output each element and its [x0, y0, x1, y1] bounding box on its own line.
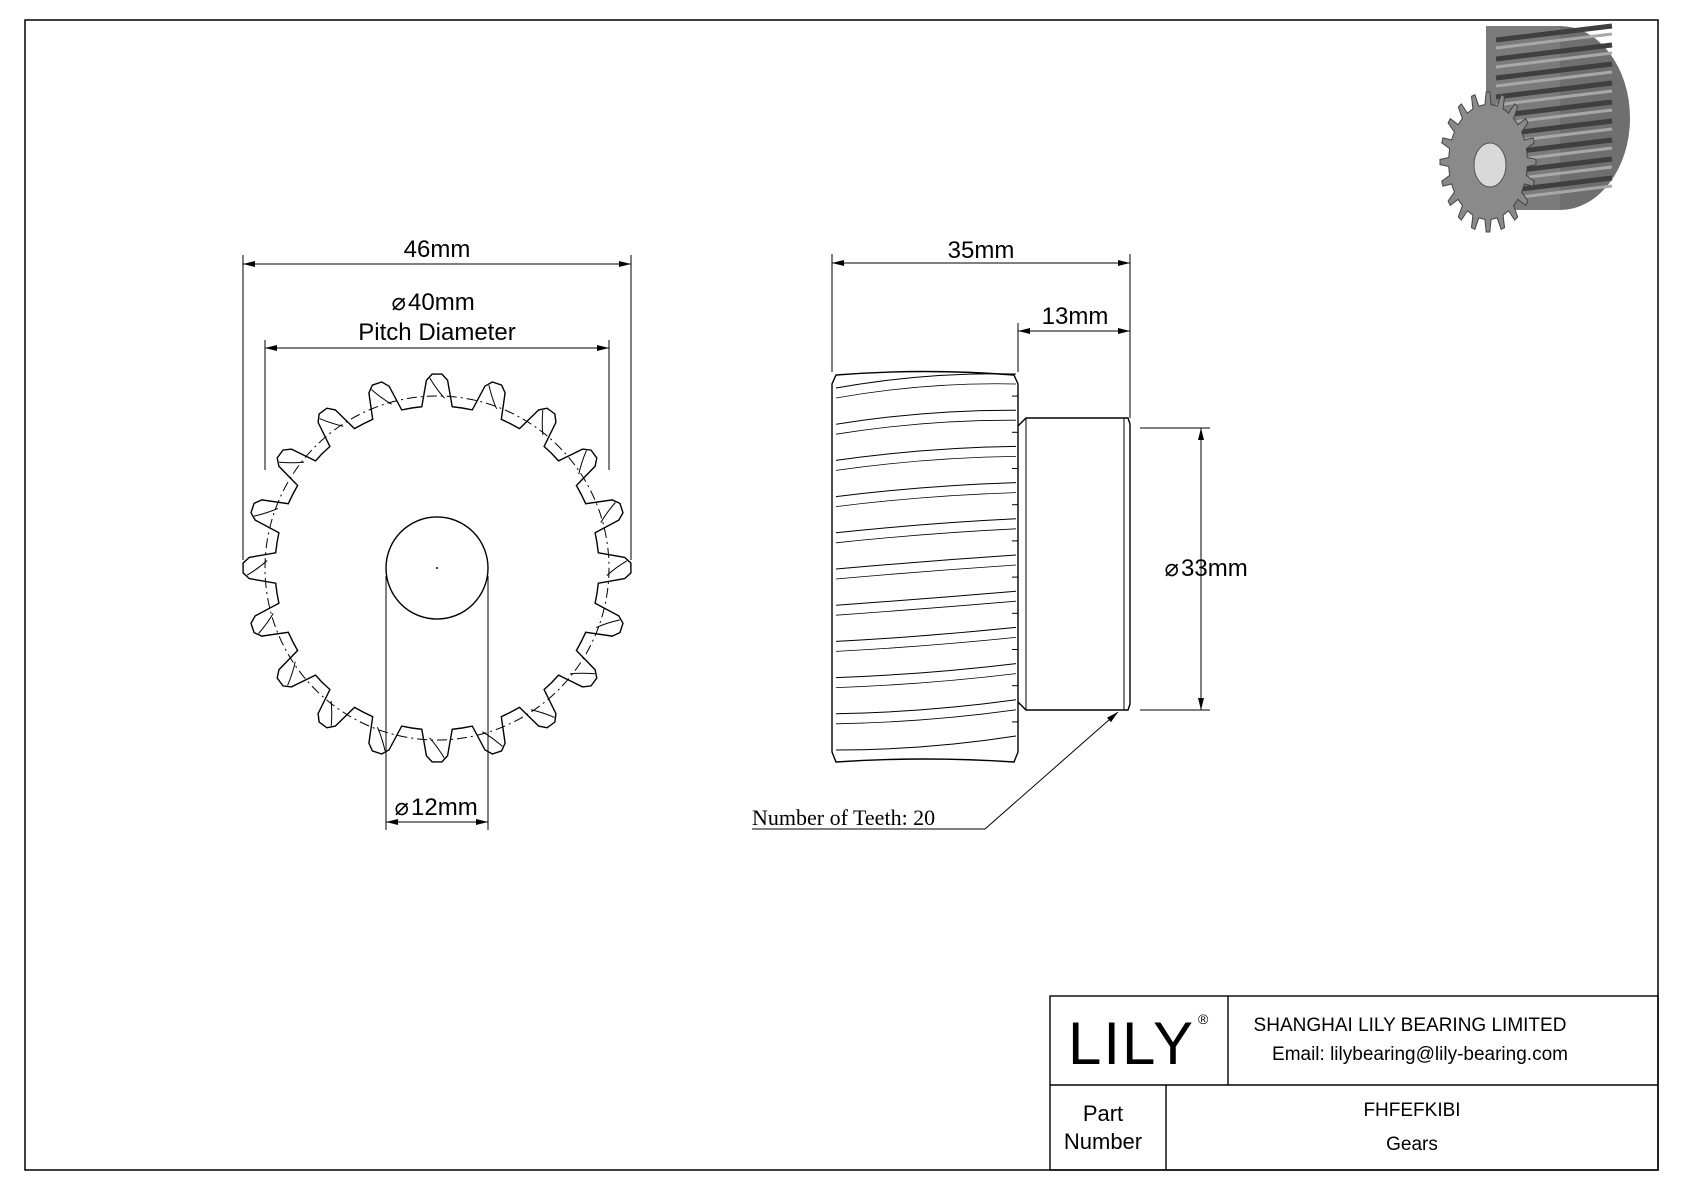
tooth-helix-edge [531, 710, 555, 718]
bore-diameter-label: 12mm [411, 794, 478, 821]
tooth-helix-edge [601, 503, 616, 523]
tooth-helix-edge [542, 410, 543, 435]
tooth-helix-edge [320, 419, 344, 427]
tooth-helix-edge [482, 732, 502, 747]
part-number-label-line1: Part [1082, 1101, 1124, 1126]
teeth-count-note: Number of Teeth: 20 [752, 805, 936, 830]
tooth-line [836, 700, 1016, 714]
drawing-border [25, 20, 1658, 1170]
tooth-line [836, 410, 1016, 424]
tooth-line [836, 627, 1016, 641]
tooth-line [836, 384, 1016, 398]
hub-diameter-label: 33mm [1181, 555, 1248, 582]
side-view [752, 237, 1248, 830]
tooth-helix-edge [596, 620, 620, 628]
tooth-line [836, 483, 1016, 497]
bore-diameter-symbol: ⌀ [394, 794, 409, 821]
hub-body [1018, 418, 1130, 710]
tooth-helix-edge [579, 451, 587, 475]
tooth-helix-edge [372, 390, 392, 405]
length-label: 35mm [947, 237, 1015, 264]
tooth-line [836, 493, 1016, 507]
pitch-diameter-label: 40mm [408, 289, 475, 316]
tooth-helix-edge [430, 738, 445, 758]
tooth-helix-edge [254, 508, 278, 516]
tooth-line [836, 519, 1016, 533]
gear-isometric-thumbnail [1440, 26, 1630, 232]
tooth-line [836, 674, 1016, 688]
title-block [1050, 996, 1658, 1170]
tooth-line [836, 456, 1016, 470]
pitch-diameter-symbol: ⌀ [391, 289, 406, 316]
company-name: SHANGHAI LILY BEARING LIMITED [1253, 1015, 1567, 1036]
hub-length-label: 13mm [1041, 303, 1109, 330]
company-email: Email: lilybearing@lily-bearing.com [1272, 1044, 1568, 1065]
tooth-line [836, 420, 1016, 434]
tooth-line [836, 374, 1016, 388]
part-number-value: FHFEFKIBI [1363, 1100, 1461, 1121]
hub-diameter-symbol: ⌀ [1164, 555, 1179, 582]
company-logo: LILY [1068, 1010, 1195, 1077]
tooth-helix-edge [259, 613, 274, 633]
tooth-helix-edge [279, 462, 304, 463]
tooth-line [836, 529, 1016, 543]
gear-side-teeth [836, 374, 1018, 750]
center-mark [436, 567, 438, 569]
tooth-helix-edge [570, 673, 595, 674]
tooth-helix-edge [430, 378, 445, 398]
logo-registered-mark: ® [1198, 1011, 1209, 1027]
tooth-helix-edge [288, 662, 296, 686]
part-category: Gears [1386, 1134, 1438, 1155]
tooth-line [836, 710, 1016, 724]
thumb-bore [1474, 143, 1506, 187]
part-number-label-line2: Number [1063, 1129, 1143, 1154]
pitch-diameter-caption: Pitch Diameter [358, 319, 516, 346]
tooth-helix-edge [607, 561, 627, 576]
tooth-line [836, 446, 1016, 460]
tooth-line [836, 664, 1016, 678]
outer-diameter-label: 46mm [403, 236, 471, 263]
tooth-line [836, 736, 1016, 750]
tooth-helix-edge [331, 701, 332, 726]
tooth-helix-edge [247, 561, 267, 576]
front-view [243, 236, 631, 830]
